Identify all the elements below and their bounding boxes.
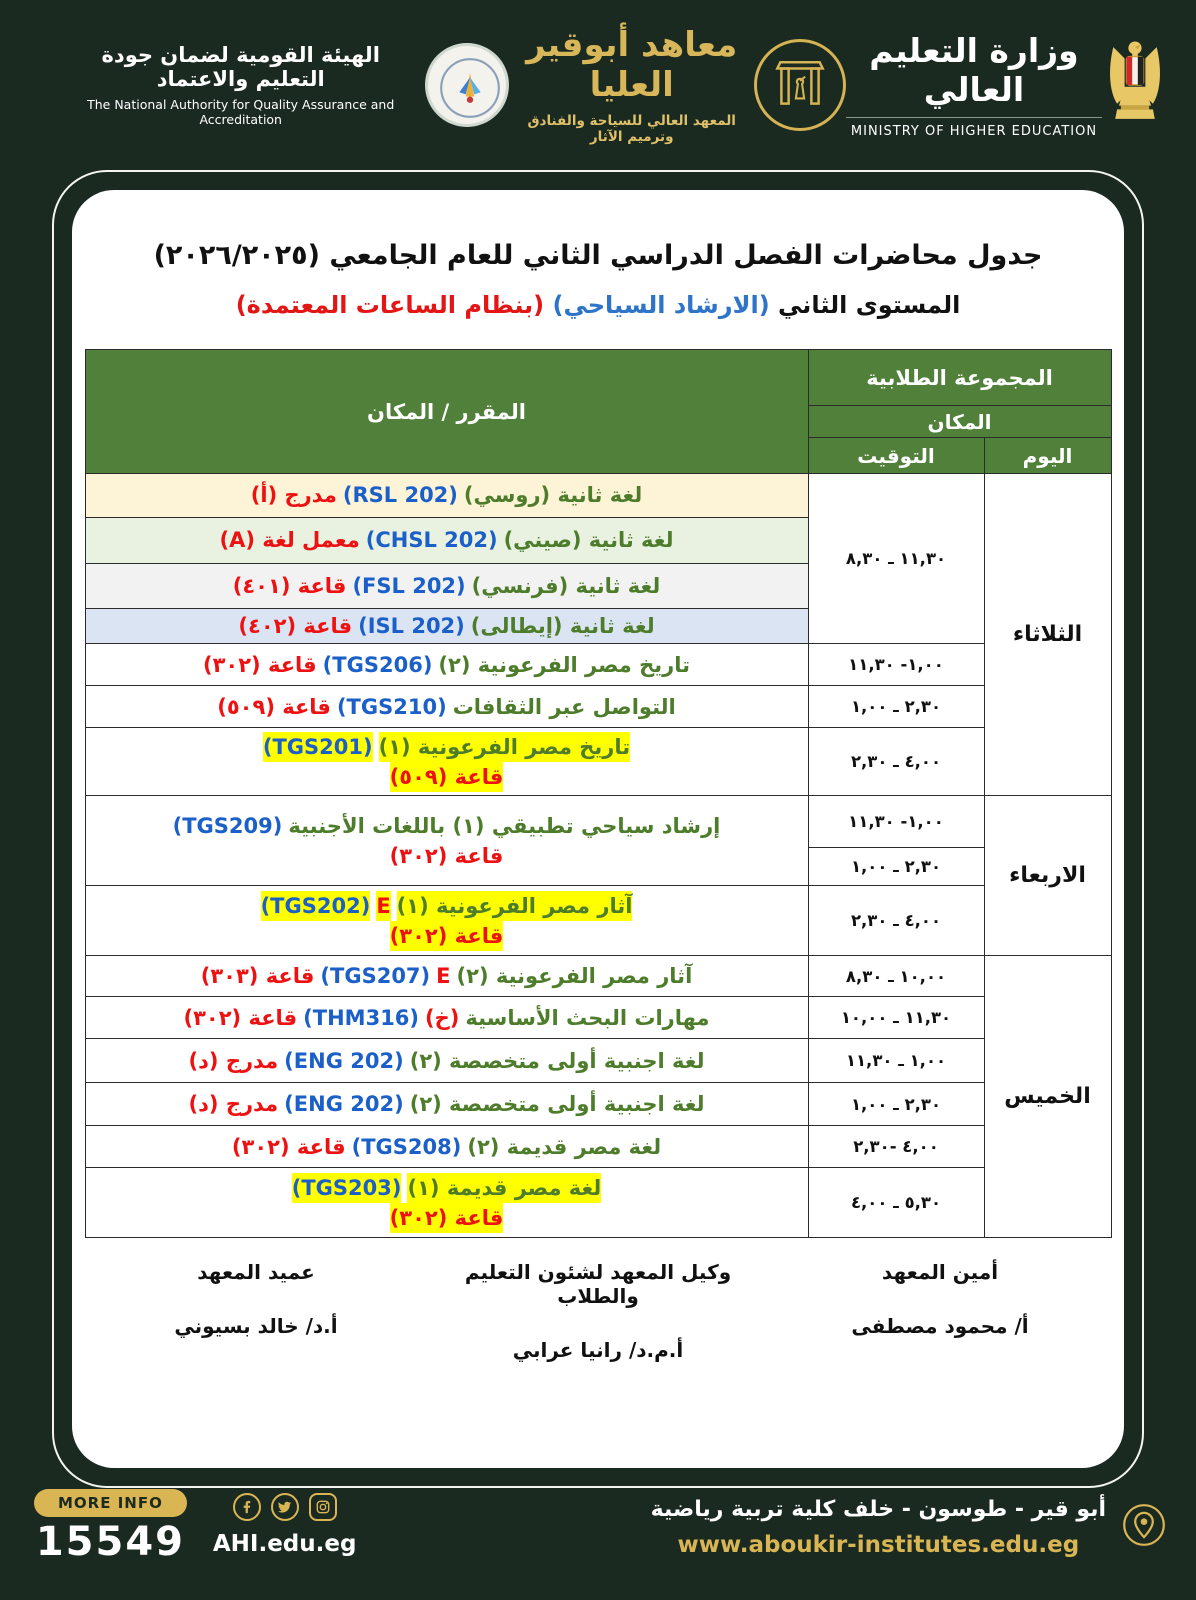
course-line — [92, 1089, 802, 1119]
course-text-segment: لغة اجنبية أولى متخصصة (٢) — [409, 1092, 705, 1117]
course-cell — [85, 1083, 808, 1126]
course-line — [92, 921, 802, 951]
website-short: AHI.edu.eg — [212, 1531, 357, 1557]
instagram-icon — [309, 1493, 337, 1521]
course-cell — [85, 474, 808, 518]
course-line — [92, 762, 802, 792]
course-text-segment: E — [376, 891, 390, 921]
signature-name: أ/ محمود مصطفى — [851, 1314, 1029, 1339]
schedule-row — [85, 474, 1111, 518]
course-text-segment: قاعة (٣٠٢) — [390, 921, 504, 951]
course-text-segment: لغة مصر قديمة (٢) — [467, 1134, 662, 1159]
course-line — [92, 1003, 802, 1033]
schedule-table-body — [85, 474, 1111, 1238]
schedule-row — [85, 886, 1111, 956]
course-text-segment: مدرج (أ) — [250, 483, 337, 508]
more-info-badge: MORE INFO — [34, 1489, 187, 1517]
schedule-row — [85, 796, 1111, 848]
schedule-row — [85, 644, 1111, 686]
schedule-row — [85, 956, 1111, 997]
course-text-segment: آثار مصر الفرعونية (٢) — [456, 964, 693, 989]
course-cell — [85, 609, 808, 644]
time-cell: ١,٠٠- ١١,٣٠ — [808, 796, 984, 848]
contact-info-right — [651, 1497, 1166, 1558]
course-text-segment: قاعة (٤٠١) — [232, 573, 347, 598]
course-text-segment: قاعة (٣٠٢) — [202, 652, 317, 677]
course-line — [92, 1203, 802, 1233]
naqaa-text — [70, 43, 411, 127]
course-text-segment: (TGS202) — [261, 891, 371, 921]
time-cell: ١,٠٠- ١١,٣٠ — [808, 644, 984, 686]
course-line — [92, 841, 802, 871]
twitter-icon — [271, 1493, 299, 1521]
time-cell: ١٠,٠٠ ـ ٨,٣٠ — [808, 956, 984, 997]
time-cell: ٢,٣٠ ـ ١,٠٠ — [808, 686, 984, 728]
course-text-segment: قاعة (٣٠٢) — [231, 1134, 346, 1159]
course-text-segment: (TGS206) — [322, 652, 433, 677]
course-text-segment: لغة ثانية (صيني) — [503, 528, 674, 553]
course-line — [92, 1132, 802, 1162]
schedule-row — [85, 1168, 1111, 1238]
course-cell — [85, 956, 808, 997]
schedule-table-header — [85, 350, 1111, 474]
signature-dean — [85, 1260, 427, 1362]
course-line — [92, 1046, 802, 1076]
schedule-table — [85, 349, 1112, 1238]
course-line — [92, 611, 802, 641]
hotline-number: 15549 — [35, 1519, 185, 1565]
time-cell: ١١,٣٠ ـ ٨,٣٠ — [808, 474, 984, 644]
day-cell: الخميس — [984, 956, 1111, 1238]
subtitle-major: (الارشاد السياحي) — [544, 291, 770, 319]
institute-logo — [509, 25, 754, 145]
course-cell — [85, 886, 808, 956]
course-text-segment: (CHSL 202) — [365, 528, 498, 553]
naqaa-seal-icon — [425, 43, 509, 127]
course-line — [92, 732, 802, 762]
course-text-segment: (ENG 202) — [284, 1048, 404, 1073]
day-cell: الاربعاء — [984, 796, 1111, 956]
naqaa-logo — [70, 43, 509, 127]
course-text-segment: تاريخ مصر الفرعونية (٢) — [438, 652, 690, 677]
address-text: أبو قير - طوسون - خلف كلية تربية رياضية — [650, 1496, 1106, 1522]
signature-institute-secretary — [769, 1260, 1111, 1362]
course-text-segment: (THM316) — [303, 1005, 420, 1030]
page-title: جدول محاضرات الفصل الدراسي الثاني للعام الجامعي (٢٠٢٦/٢٠٢٥) — [153, 240, 1043, 271]
header-course-place: المقرر / المكان — [85, 350, 808, 474]
schedule-row — [85, 997, 1111, 1039]
header-time: التوقيت — [808, 438, 984, 474]
schedule-row — [85, 728, 1111, 796]
page-subtitle — [72, 291, 1124, 319]
course-text-segment: (TGS207) — [320, 964, 431, 989]
course-text-segment: مهارات البحث الأساسية — [465, 1005, 710, 1030]
course-text-segment: قاعة (٣٠٢) — [389, 843, 504, 868]
course-line — [92, 480, 802, 510]
schedule-row — [85, 686, 1111, 728]
signature-title: وكيل المعهد لشئون التعليم والطلاب — [464, 1260, 732, 1309]
time-cell: ٤,٠٠ -٢,٣٠ — [808, 1126, 984, 1168]
course-text-segment: قاعة (٥٠٩) — [217, 694, 331, 719]
course-text-segment: لغة مصر قديمة (١) — [407, 1173, 601, 1203]
course-text-segment: قاعة (٥٠٩) — [390, 762, 504, 792]
naqaa-title-english: The National Authority for Quality Assurance and Accreditation — [87, 97, 395, 127]
facebook-icon — [233, 1493, 261, 1521]
course-text-segment: (TGS201) — [263, 732, 373, 762]
header-student-group: المجموعة الطلابية — [808, 350, 1111, 406]
schedule-row — [85, 1126, 1111, 1168]
header-place: المكان — [808, 406, 1111, 438]
course-text-segment: لغة ثانية (إيطالى) — [470, 614, 655, 638]
contact-info-left — [34, 1489, 356, 1565]
institute-subtitle-arabic: المعهد العالي للسياحة والفنادق وترميم الآثار — [527, 113, 736, 145]
signatures-row — [85, 1260, 1111, 1362]
course-text-segment: لغة اجنبية أولى متخصصة (٢) — [409, 1048, 705, 1073]
course-cell — [85, 1039, 808, 1083]
time-cell: ٢,٣٠ ـ ١,٠٠ — [808, 848, 984, 886]
course-line — [92, 650, 802, 680]
time-cell: ١,٠٠ ـ ١١,٣٠ — [808, 1039, 984, 1083]
course-line — [92, 692, 802, 722]
course-line — [92, 1173, 802, 1203]
course-text-segment: مدرج (د) — [188, 1048, 279, 1073]
website-url: www.aboukir-institutes.edu.eg — [677, 1531, 1080, 1558]
signature-vice-dean — [427, 1260, 769, 1362]
course-text-segment: قاعة (٣٠٢) — [183, 1005, 298, 1030]
course-text-segment: E — [436, 964, 451, 989]
course-cell — [85, 644, 808, 686]
time-cell: ٤,٠٠ ـ ٢,٣٠ — [808, 886, 984, 956]
course-cell — [85, 686, 808, 728]
course-cell — [85, 1126, 808, 1168]
signature-name: أ.م.د/ رانيا عرابي — [512, 1338, 684, 1363]
course-text-segment: (TGS208) — [351, 1134, 462, 1159]
social-block — [213, 1489, 357, 1557]
ministry-logo — [846, 31, 1102, 139]
location-pin-icon — [1122, 1503, 1166, 1551]
course-text-segment: مدرج (د) — [188, 1092, 279, 1117]
course-line — [92, 811, 802, 841]
course-text-segment: معمل لغة (A) — [219, 528, 360, 553]
course-text-segment: قاعة (٣٠٣) — [200, 964, 315, 989]
course-cell — [85, 1168, 808, 1238]
signature-title: أمين المعهد — [881, 1260, 999, 1285]
signature-title: عميد المعهد — [197, 1260, 315, 1285]
course-text-segment: لغة ثانية (فرنسي) — [471, 573, 661, 598]
course-text-segment: (TGS203) — [292, 1173, 402, 1203]
course-text-segment: (خ) — [425, 1005, 460, 1030]
course-cell — [85, 728, 808, 796]
schedule-row — [85, 1039, 1111, 1083]
schedule-card — [72, 190, 1124, 1468]
address-block — [651, 1497, 1106, 1558]
time-cell: ١١,٣٠ ـ ١٠,٠٠ — [808, 997, 984, 1039]
time-cell: ٢,٣٠ ـ ١,٠٠ — [808, 1083, 984, 1126]
course-text-segment: لغة ثانية (روسي) — [463, 483, 643, 508]
course-text-segment: تاريخ مصر الفرعونية (١) — [379, 732, 631, 762]
course-text-segment: (ISL 202) — [358, 614, 465, 638]
time-cell: ٤,٠٠ ـ ٢,٣٠ — [808, 728, 984, 796]
course-line — [92, 891, 802, 921]
bottom-bar — [0, 1468, 1196, 1600]
top-header — [0, 0, 1196, 170]
course-text-segment: (TGS210) — [336, 694, 447, 719]
course-text-segment: (FSL 202) — [352, 573, 466, 598]
time-cell: ٥,٣٠ ـ ٤,٠٠ — [808, 1168, 984, 1238]
institute-emblem-icon — [754, 39, 846, 131]
course-cell — [85, 796, 808, 886]
course-cell — [85, 997, 808, 1039]
course-line — [92, 961, 802, 991]
course-text-segment: التواصل عبر الثقافات — [452, 694, 676, 719]
schedule-row — [85, 1083, 1111, 1126]
header-day: اليوم — [984, 438, 1111, 474]
naqaa-title-arabic: الهيئة القومية لضمان جودة التعليم والاعتماد — [101, 43, 380, 91]
social-icons — [213, 1493, 357, 1521]
course-text-segment: قاعة (٤٠٢) — [238, 614, 353, 638]
course-text-segment: قاعة (٣٠٢) — [390, 1203, 504, 1233]
ministry-name-english: MINISTRY OF HIGHER EDUCATION — [846, 117, 1102, 139]
course-line — [92, 525, 802, 555]
course-text-segment: (RSL 202) — [342, 483, 458, 508]
course-text-segment: (ENG 202) — [284, 1092, 404, 1117]
course-cell — [85, 518, 808, 564]
course-text-segment: (TGS209) — [172, 813, 283, 838]
course-text-segment: إرشاد سياحي تطبيقي (١) باللغات الأجنبية — [288, 813, 721, 838]
egypt-eagle-icon — [1102, 37, 1168, 133]
course-text-segment: آثار مصر الفرعونية (١) — [397, 891, 633, 921]
course-cell — [85, 564, 808, 609]
more-info-block — [34, 1489, 187, 1565]
subtitle-system: (بنظام الساعات المعتمدة) — [235, 291, 545, 319]
signature-name: أ.د/ خالد بسيوني — [174, 1314, 338, 1339]
subtitle-level: المستوى الثاني — [769, 291, 961, 319]
institute-name-arabic: معاهد أبوقير العليا — [526, 25, 738, 105]
course-line — [92, 571, 802, 601]
ministry-name-arabic: وزارة التعليم العالي — [869, 31, 1079, 109]
day-cell: الثلاثاء — [984, 474, 1111, 796]
